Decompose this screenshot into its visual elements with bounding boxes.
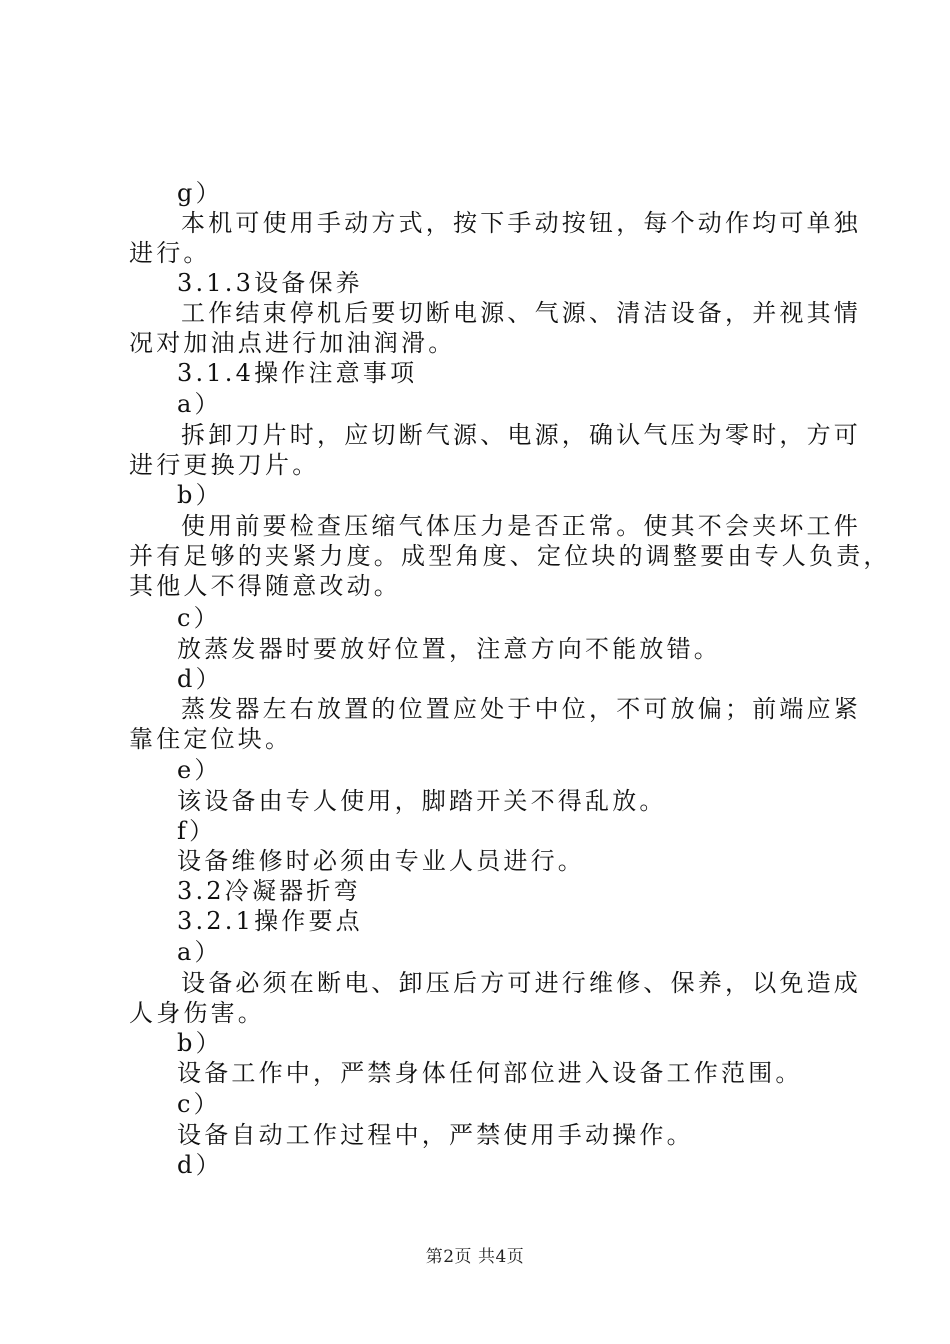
item-marker-c: c） bbox=[177, 604, 221, 632]
paragraph-line: 进行。 bbox=[129, 239, 211, 267]
paragraph-line: 工作结束停机后要切断电源、气源、清洁设备，并视其情 bbox=[181, 299, 861, 327]
section-heading-3-2-1: 3.2.1操作要点 bbox=[177, 907, 363, 935]
paragraph-line: 拆卸刀片时，应切断气源、电源，确认气压为零时，方可 bbox=[181, 421, 861, 449]
paragraph-line: 该设备由专人使用，脚踏开关不得乱放。 bbox=[177, 787, 667, 815]
paragraph-line: 人身伤害。 bbox=[129, 999, 265, 1027]
item-marker-a: a） bbox=[177, 390, 222, 418]
paragraph-line: 其他人不得随意改动。 bbox=[129, 572, 401, 600]
paragraph-line: 使用前要检查压缩气体压力是否正常。使其不会夹坏工件 bbox=[181, 512, 861, 540]
item-marker-b: b） bbox=[177, 481, 223, 509]
paragraph-line: 放蒸发器时要放好位置，注意方向不能放错。 bbox=[177, 635, 721, 663]
item-marker-b: b） bbox=[177, 1029, 223, 1057]
paragraph-line: 进行更换刀片。 bbox=[129, 451, 320, 479]
section-heading-3-2: 3.2冷凝器折弯 bbox=[177, 877, 361, 905]
section-heading-3-1-4: 3.1.4操作注意事项 bbox=[177, 359, 418, 387]
paragraph-line: 并有足够的夹紧力度。成型角度、定位块的调整要由专人负责， bbox=[129, 542, 891, 570]
paragraph-line: 设备工作中，严禁身体任何部位进入设备工作范围。 bbox=[177, 1059, 803, 1087]
paragraph-line: 设备维修时必须由专业人员进行。 bbox=[177, 847, 585, 875]
paragraph-line: 设备自动工作过程中，严禁使用手动操作。 bbox=[177, 1121, 694, 1149]
paragraph-line: 蒸发器左右放置的位置应处于中位，不可放偏；前端应紧 bbox=[181, 695, 861, 723]
item-marker-g: g） bbox=[177, 179, 223, 207]
paragraph-line: 设备必须在断电、卸压后方可进行维修、保养，以免造成 bbox=[181, 969, 861, 997]
page-footer: 第2页 共4页 bbox=[425, 1247, 525, 1267]
item-marker-a: a） bbox=[177, 938, 222, 966]
paragraph-line: 靠住定位块。 bbox=[129, 725, 293, 753]
item-marker-d: d） bbox=[177, 665, 223, 693]
item-marker-f: f） bbox=[177, 817, 217, 845]
item-marker-c: c） bbox=[177, 1090, 221, 1118]
item-marker-d: d） bbox=[177, 1151, 223, 1179]
paragraph-line: 况对加油点进行加油润滑。 bbox=[129, 329, 456, 357]
item-marker-e: e） bbox=[177, 756, 222, 784]
paragraph-line: 本机可使用手动方式，按下手动按钮，每个动作均可单独 bbox=[181, 209, 861, 237]
section-heading-3-1-3: 3.1.3设备保养 bbox=[177, 269, 363, 297]
